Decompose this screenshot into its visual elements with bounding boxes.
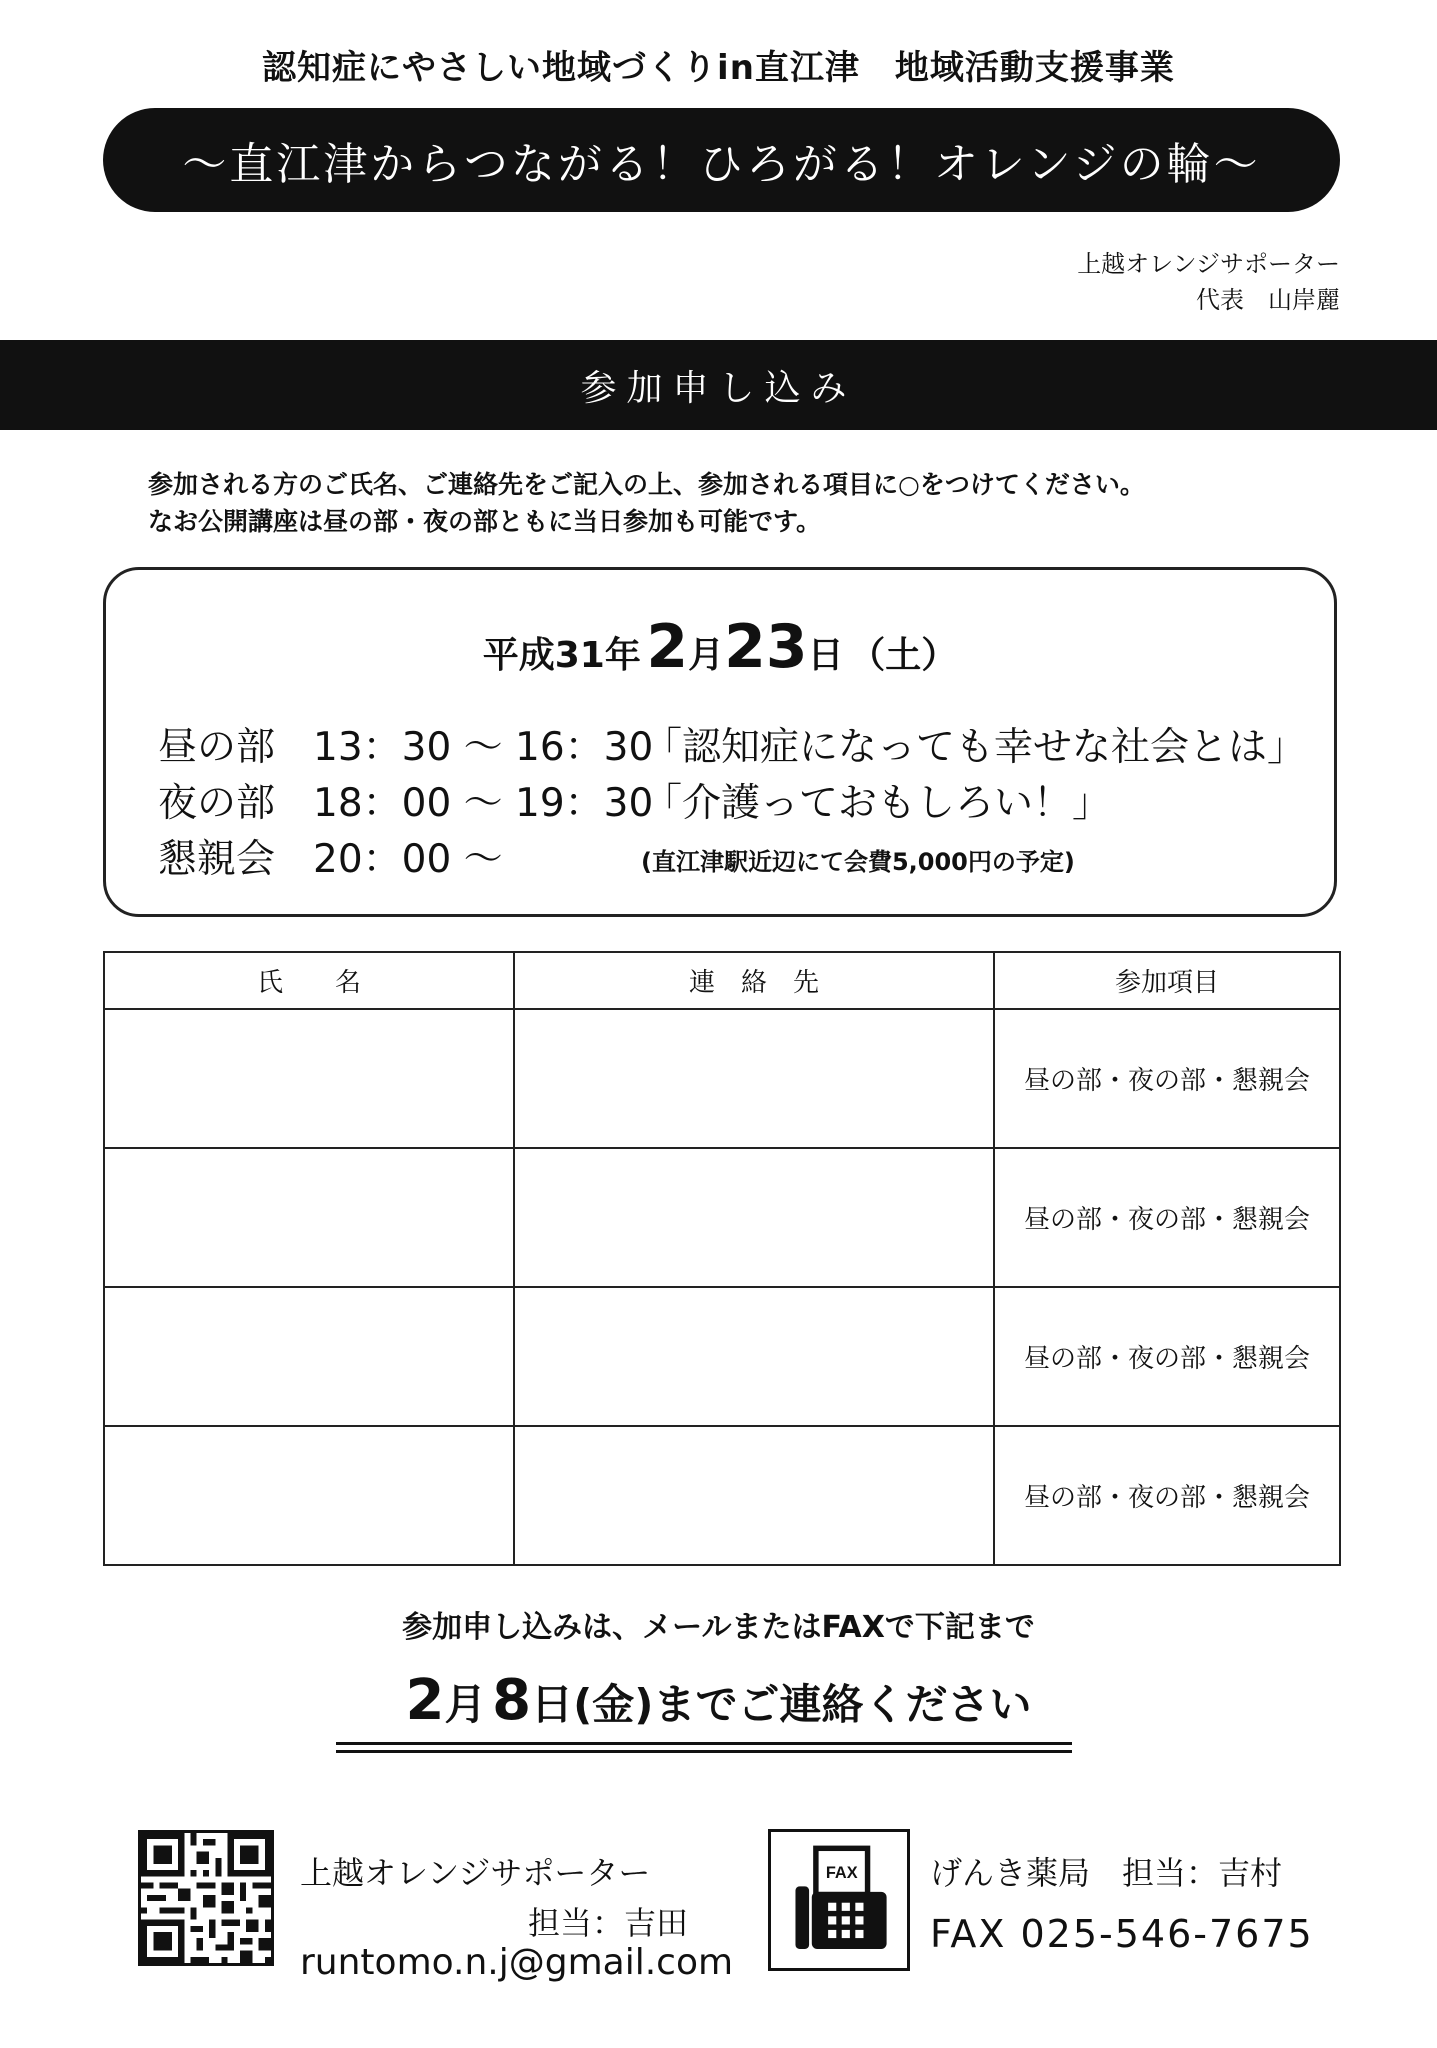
- fax-machine-icon: [768, 1829, 910, 1971]
- table-row: [104, 1148, 1340, 1287]
- registration-table: [103, 951, 1341, 1566]
- session-social: [158, 828, 643, 884]
- pharmacy-fax-number: FAX 025-546-7675: [930, 1912, 1314, 1956]
- name-cell[interactable]: [104, 1009, 514, 1148]
- column-header-contact: 連 絡 先: [514, 952, 994, 1009]
- session-time: 20：00 ～: [313, 837, 503, 882]
- table-row: [104, 1426, 1340, 1565]
- deadline-underline: [336, 1750, 1072, 1753]
- contact-cell[interactable]: [514, 1148, 994, 1287]
- deadline-weekday: (金): [573, 1680, 654, 1729]
- column-header-participation: 参加項目: [994, 952, 1340, 1009]
- session-label: 夜の部: [158, 781, 276, 826]
- organizer-representative: 代表 山岸麗: [1196, 286, 1340, 314]
- organizer-name: 上越オレンジサポーター: [1077, 250, 1340, 278]
- deadline-day: 8: [492, 1668, 532, 1733]
- session-time: 13：30 ～ 16：30: [313, 725, 654, 770]
- event-day-unit: 日: [807, 635, 844, 676]
- table-row: [104, 1009, 1340, 1148]
- event-day: 23: [724, 612, 808, 682]
- project-title: 認知症にやさしい地域づくりin直江津 地域活動支援事業: [262, 48, 1175, 88]
- name-cell[interactable]: [104, 1287, 514, 1426]
- deadline-month: 2: [405, 1668, 445, 1733]
- deadline: [0, 1668, 1437, 1733]
- supporter-email[interactable]: runtomo.n.j@gmail.com: [300, 1942, 734, 1983]
- session-daytime: [158, 716, 1306, 772]
- deadline-month-unit: 月: [444, 1680, 487, 1729]
- event-month: 2: [646, 612, 689, 682]
- name-cell[interactable]: [104, 1148, 514, 1287]
- table-header-row: [104, 952, 1340, 1009]
- column-header-name: 氏 名: [104, 952, 514, 1009]
- qr-code-icon[interactable]: [138, 1830, 274, 1966]
- campaign-banner: ～直江津からつながる！ひろがる！オレンジの輪～: [103, 108, 1340, 212]
- event-details-box: [103, 567, 1337, 917]
- deadline-day-unit: 日: [531, 1680, 574, 1729]
- participation-options-cell[interactable]: 昼の部・夜の部・懇親会: [994, 1148, 1340, 1287]
- participation-options-cell[interactable]: 昼の部・夜の部・懇親会: [994, 1287, 1340, 1426]
- event-month-unit: 月: [688, 635, 725, 676]
- participation-options-cell[interactable]: 昼の部・夜の部・懇親会: [994, 1009, 1340, 1148]
- event-weekday: （土）: [849, 635, 958, 676]
- session-evening: [158, 772, 1111, 828]
- contact-cell[interactable]: [514, 1287, 994, 1426]
- supporter-contact-person: 担当：吉田: [528, 1904, 689, 1942]
- social-fee-note: (直江津駅近辺にて会費5,000円の予定): [641, 848, 1075, 876]
- name-cell[interactable]: [104, 1426, 514, 1565]
- contact-cell[interactable]: [514, 1009, 994, 1148]
- section-title-bar: 参加申し込み: [0, 340, 1437, 430]
- instructions-line-1: 参加される方のご氏名、ご連絡先をご記入の上、参加される項目に○をつけてください。: [148, 470, 1145, 499]
- deadline-suffix: までご連絡ください: [653, 1680, 1032, 1729]
- participation-options-cell[interactable]: 昼の部・夜の部・懇親会: [994, 1426, 1340, 1565]
- instructions-line-2: なお公開講座は昼の部・夜の部ともに当日参加も可能です。: [148, 507, 822, 536]
- fax-icon-label: FAX: [825, 1864, 858, 1883]
- session-time: 18：00 ～ 19：30: [313, 781, 654, 826]
- event-era: 平成31年: [482, 635, 641, 676]
- application-method: 参加申し込みは、メールまたはFAXで下記まで: [402, 1610, 1035, 1645]
- session-label: 懇親会: [158, 837, 276, 882]
- event-date: [106, 612, 1334, 682]
- contact-cell[interactable]: [514, 1426, 994, 1565]
- table-row: [104, 1287, 1340, 1426]
- supporter-group-name: 上越オレンジサポーター: [300, 1854, 651, 1892]
- session-label: 昼の部: [158, 725, 276, 770]
- session-title: 「介護っておもしろい！」: [643, 781, 1112, 826]
- session-title: 「認知症になっても幸せな社会とは」: [643, 725, 1307, 770]
- pharmacy-name-contact: げんき薬局 担当：吉村: [930, 1854, 1283, 1892]
- deadline-underline: [336, 1742, 1072, 1745]
